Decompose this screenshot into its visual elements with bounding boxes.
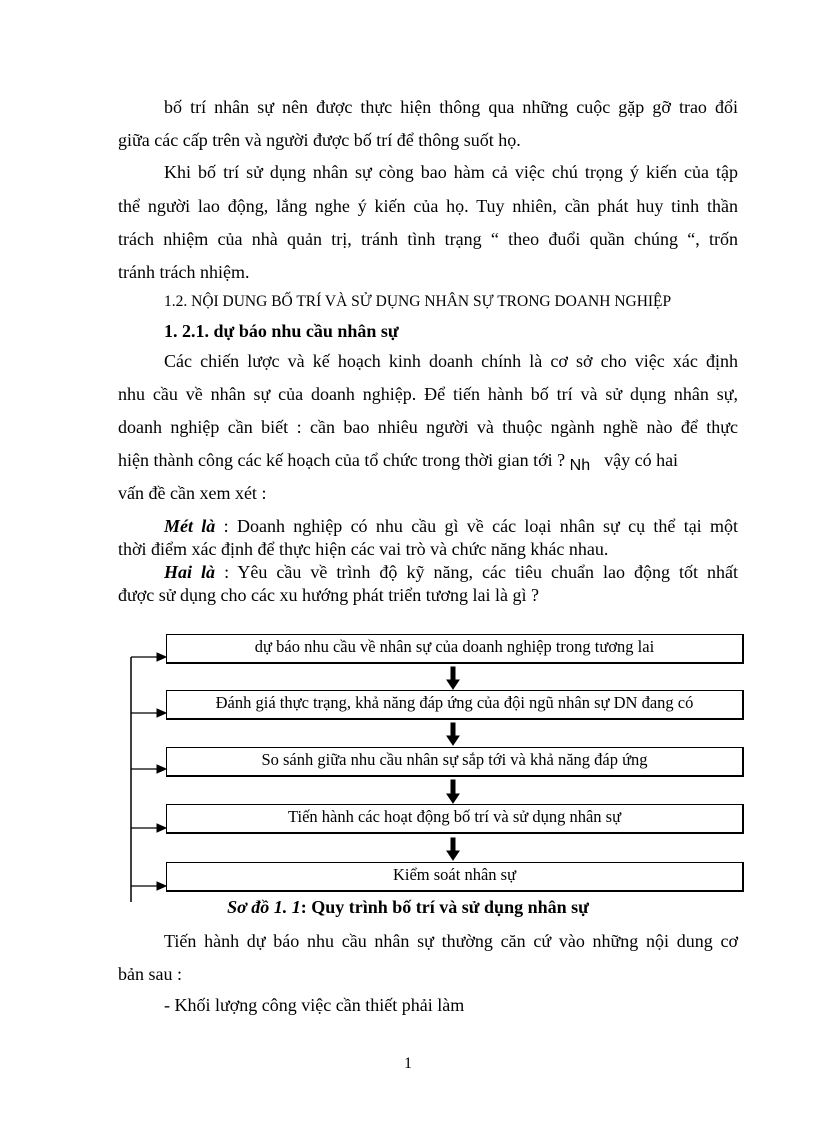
paragraph-line: vấn đề cần xem xét : <box>118 483 267 503</box>
feedback-arrowhead <box>157 824 166 832</box>
page-number: 1 <box>404 1055 412 1072</box>
paragraph-line: nhu cầu về nhân sự của doanh nghiệp. Để tiến hành bố trí và sử dụng nhân sự, <box>118 384 738 404</box>
diagram-caption <box>0 896 816 918</box>
paragraph-line: bố trí nhân sự nên được thực hiện thông qua những cuộc gặp gỡ trao đổi <box>164 97 738 117</box>
paragraph-line: giữa các cấp trên và người được bố trí để thông suốt họ. <box>118 130 521 150</box>
paragraph-line: doanh nghiệp cần biết : cần bao nhiêu người và thuộc ngành nghề nào để thực <box>118 417 738 437</box>
subsection-heading: 1. 2.1. dự báo nhu cầu nhân sự <box>164 321 399 341</box>
paragraph-line: Khi bố trí sử dụng nhân sự còng bao hàm cả việc chú trọng ý kiến của tập <box>164 162 738 182</box>
paragraph-line: Tiến hành dự báo nhu cầu nhân sự thường căn cứ vào những nội dung cơ <box>164 931 738 951</box>
bullet-item: - Khối lượng công việc cần thiết phải làm <box>164 995 465 1015</box>
feedback-arrowhead <box>157 709 166 717</box>
inline-abbreviation: Nh <box>569 457 591 474</box>
paragraph-line: thể người lao động, lắng nghe ý kiến của họ. Tuy nhiên, cần phát huy tinh thần <box>118 196 738 216</box>
caption-text: : Quy trình bố trí và sử dụng nhân sự <box>300 897 589 917</box>
flow-step-box: So sánh giữa nhu cầu nhân sự sắp tới và khả năng đáp ứng <box>166 747 744 777</box>
flow-step-box: Tiến hành các hoạt động bố trí và sử dụng nhân sự <box>166 804 744 834</box>
paragraph-line: tránh trách nhiệm. <box>118 262 250 282</box>
item-text: : Yêu cầu về trình độ kỹ năng, các tiêu chuẩn lao động tốt nhất <box>224 562 739 582</box>
feedback-arrowhead <box>157 882 166 890</box>
paragraph-line: được sử dụng cho các xu hướng phát triển tương lai là gì ? <box>118 585 539 605</box>
paragraph-line: bản sau : <box>118 964 182 984</box>
item-label: Hai là <box>164 562 216 582</box>
paragraph-line: Các chiến lược và kế hoạch kinh doanh chính là cơ sở cho việc xác định <box>164 351 738 371</box>
flow-step-box: Kiểm soát nhân sự <box>166 862 744 892</box>
item-text: : Doanh nghiệp có nhu cầu gì về các loại nhân sự cụ thể tại một <box>223 516 739 536</box>
item-label: Mét là <box>164 516 216 536</box>
paragraph-text: hiện thành công các kế hoạch của tổ chức trong thời gian tới ? <box>118 450 566 470</box>
paragraph-line: thời điểm xác định để thực hiện các vai trò và chức năng khác nhau. <box>118 539 609 559</box>
down-arrow-head <box>447 736 459 745</box>
flow-step-box: dự báo nhu cầu về nhân sự của doanh nghiệp trong tương lai <box>166 634 744 664</box>
paragraph-text: vậy có hai <box>604 450 679 470</box>
down-arrow-head <box>447 680 459 689</box>
paragraph-line: trách nhiệm của nhà quản trị, tránh tình trạng “ theo đuổi quần chúng “, trốn <box>118 229 738 249</box>
feedback-arrowhead <box>157 653 166 661</box>
section-heading: 1.2. NỘI DUNG BỐ TRÍ VÀ SỬ DỤNG NHÂN SỰ TRONG DOANH NGHIỆP <box>164 293 672 310</box>
flow-step-box: Đánh giá thực trạng, khả năng đáp ứng của đội ngũ nhân sự DN đang có <box>166 690 744 720</box>
feedback-arrowhead <box>157 765 166 773</box>
caption-label: Sơ đồ 1. 1 <box>227 897 301 917</box>
down-arrow-head <box>447 794 459 803</box>
down-arrow-head <box>447 851 459 860</box>
